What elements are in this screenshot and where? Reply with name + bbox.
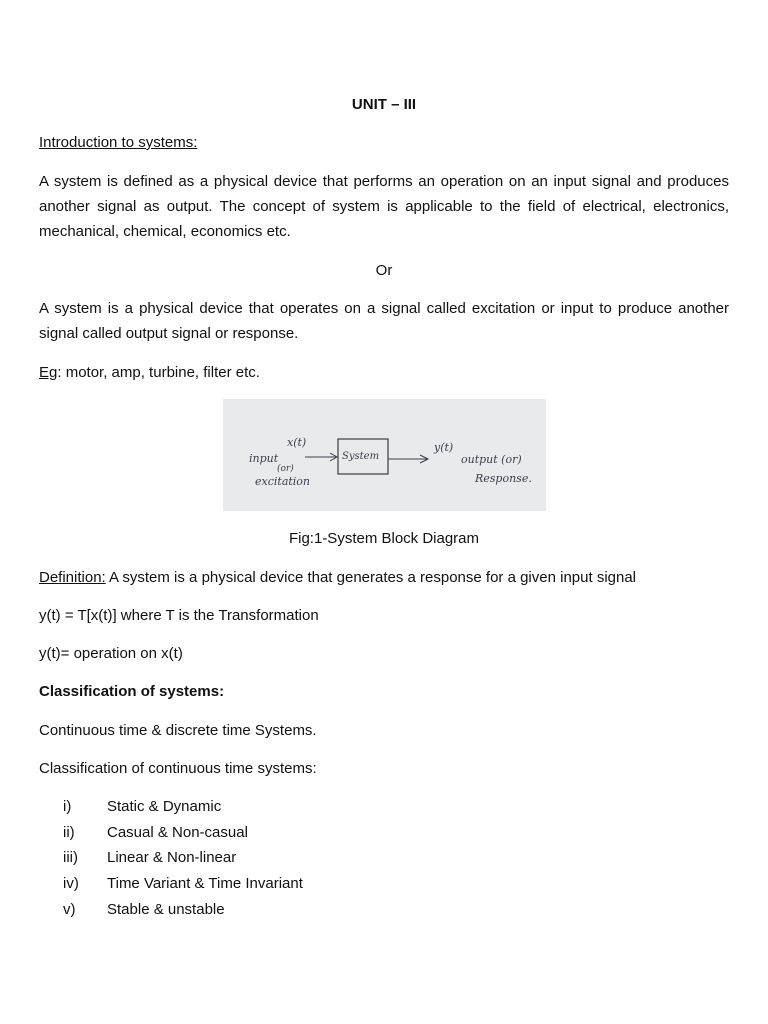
list-item [63,794,723,819]
list-item [63,820,723,845]
output-label: output (or) [461,453,522,466]
list-text: Casual & Non-casual [107,824,248,841]
list-item [63,897,723,922]
list-number: ii) [63,824,75,841]
system-label: System [342,451,380,462]
intro-heading: Introduction to systems: [39,134,198,151]
list-text: Linear & Non-linear [107,849,237,866]
list-number: i) [63,798,72,815]
response-label: Response. [475,472,532,485]
alternate-definition-paragraph: A system is a physical device that operates on a signal called excitation or input to produce another signal called output signal or response. [39,300,729,342]
equation-operation: y(t)= operation on x(t) [39,645,183,662]
list-text: Time Variant & Time Invariant [107,875,303,892]
definition-text: A system is a physical device that generates a response for a given input signal [105,569,637,586]
list-text: Static & Dynamic [107,798,222,815]
list-number: v) [63,901,76,918]
list-number: iii) [63,849,78,866]
input-label: input [249,452,279,465]
figure-caption: Fig:1-System Block Diagram [288,530,480,547]
example-line [39,360,729,385]
classification-heading: Classification of systems: [39,683,225,700]
list-item [63,845,723,870]
definition-line [39,565,729,590]
equation-transformation: y(t) = T[x(t)] where T is the Transformation [39,607,319,624]
example-text: : motor, amp, turbine, filter etc. [57,364,260,381]
y-of-t-label: y(t) [434,441,454,454]
system-block-diagram [223,399,546,511]
x-of-t-label: x(t) [287,436,307,449]
example-label: Eg [39,364,58,381]
ct-classification-intro: Classification of continuous time systems: [39,760,317,777]
list-text: Stable & unstable [107,901,225,918]
list-item [63,871,723,896]
definition-label: Definition: [39,569,106,586]
intro-paragraph: A system is defined as a physical device that performs an operation on an input signal and produces another signal as output. The concept of system is applicable to the field of electrical, electronics, mechanical, chemical, economics etc. [39,173,729,240]
block-diagram-svg [223,399,546,511]
or-separator: Or [375,262,393,279]
excitation-label: excitation [255,475,311,488]
or-label: (or) [277,464,294,474]
ct-dt-systems: Continuous time & discrete time Systems. [39,722,317,739]
list-number: iv) [63,875,79,892]
page-title: UNIT – III [351,96,417,113]
